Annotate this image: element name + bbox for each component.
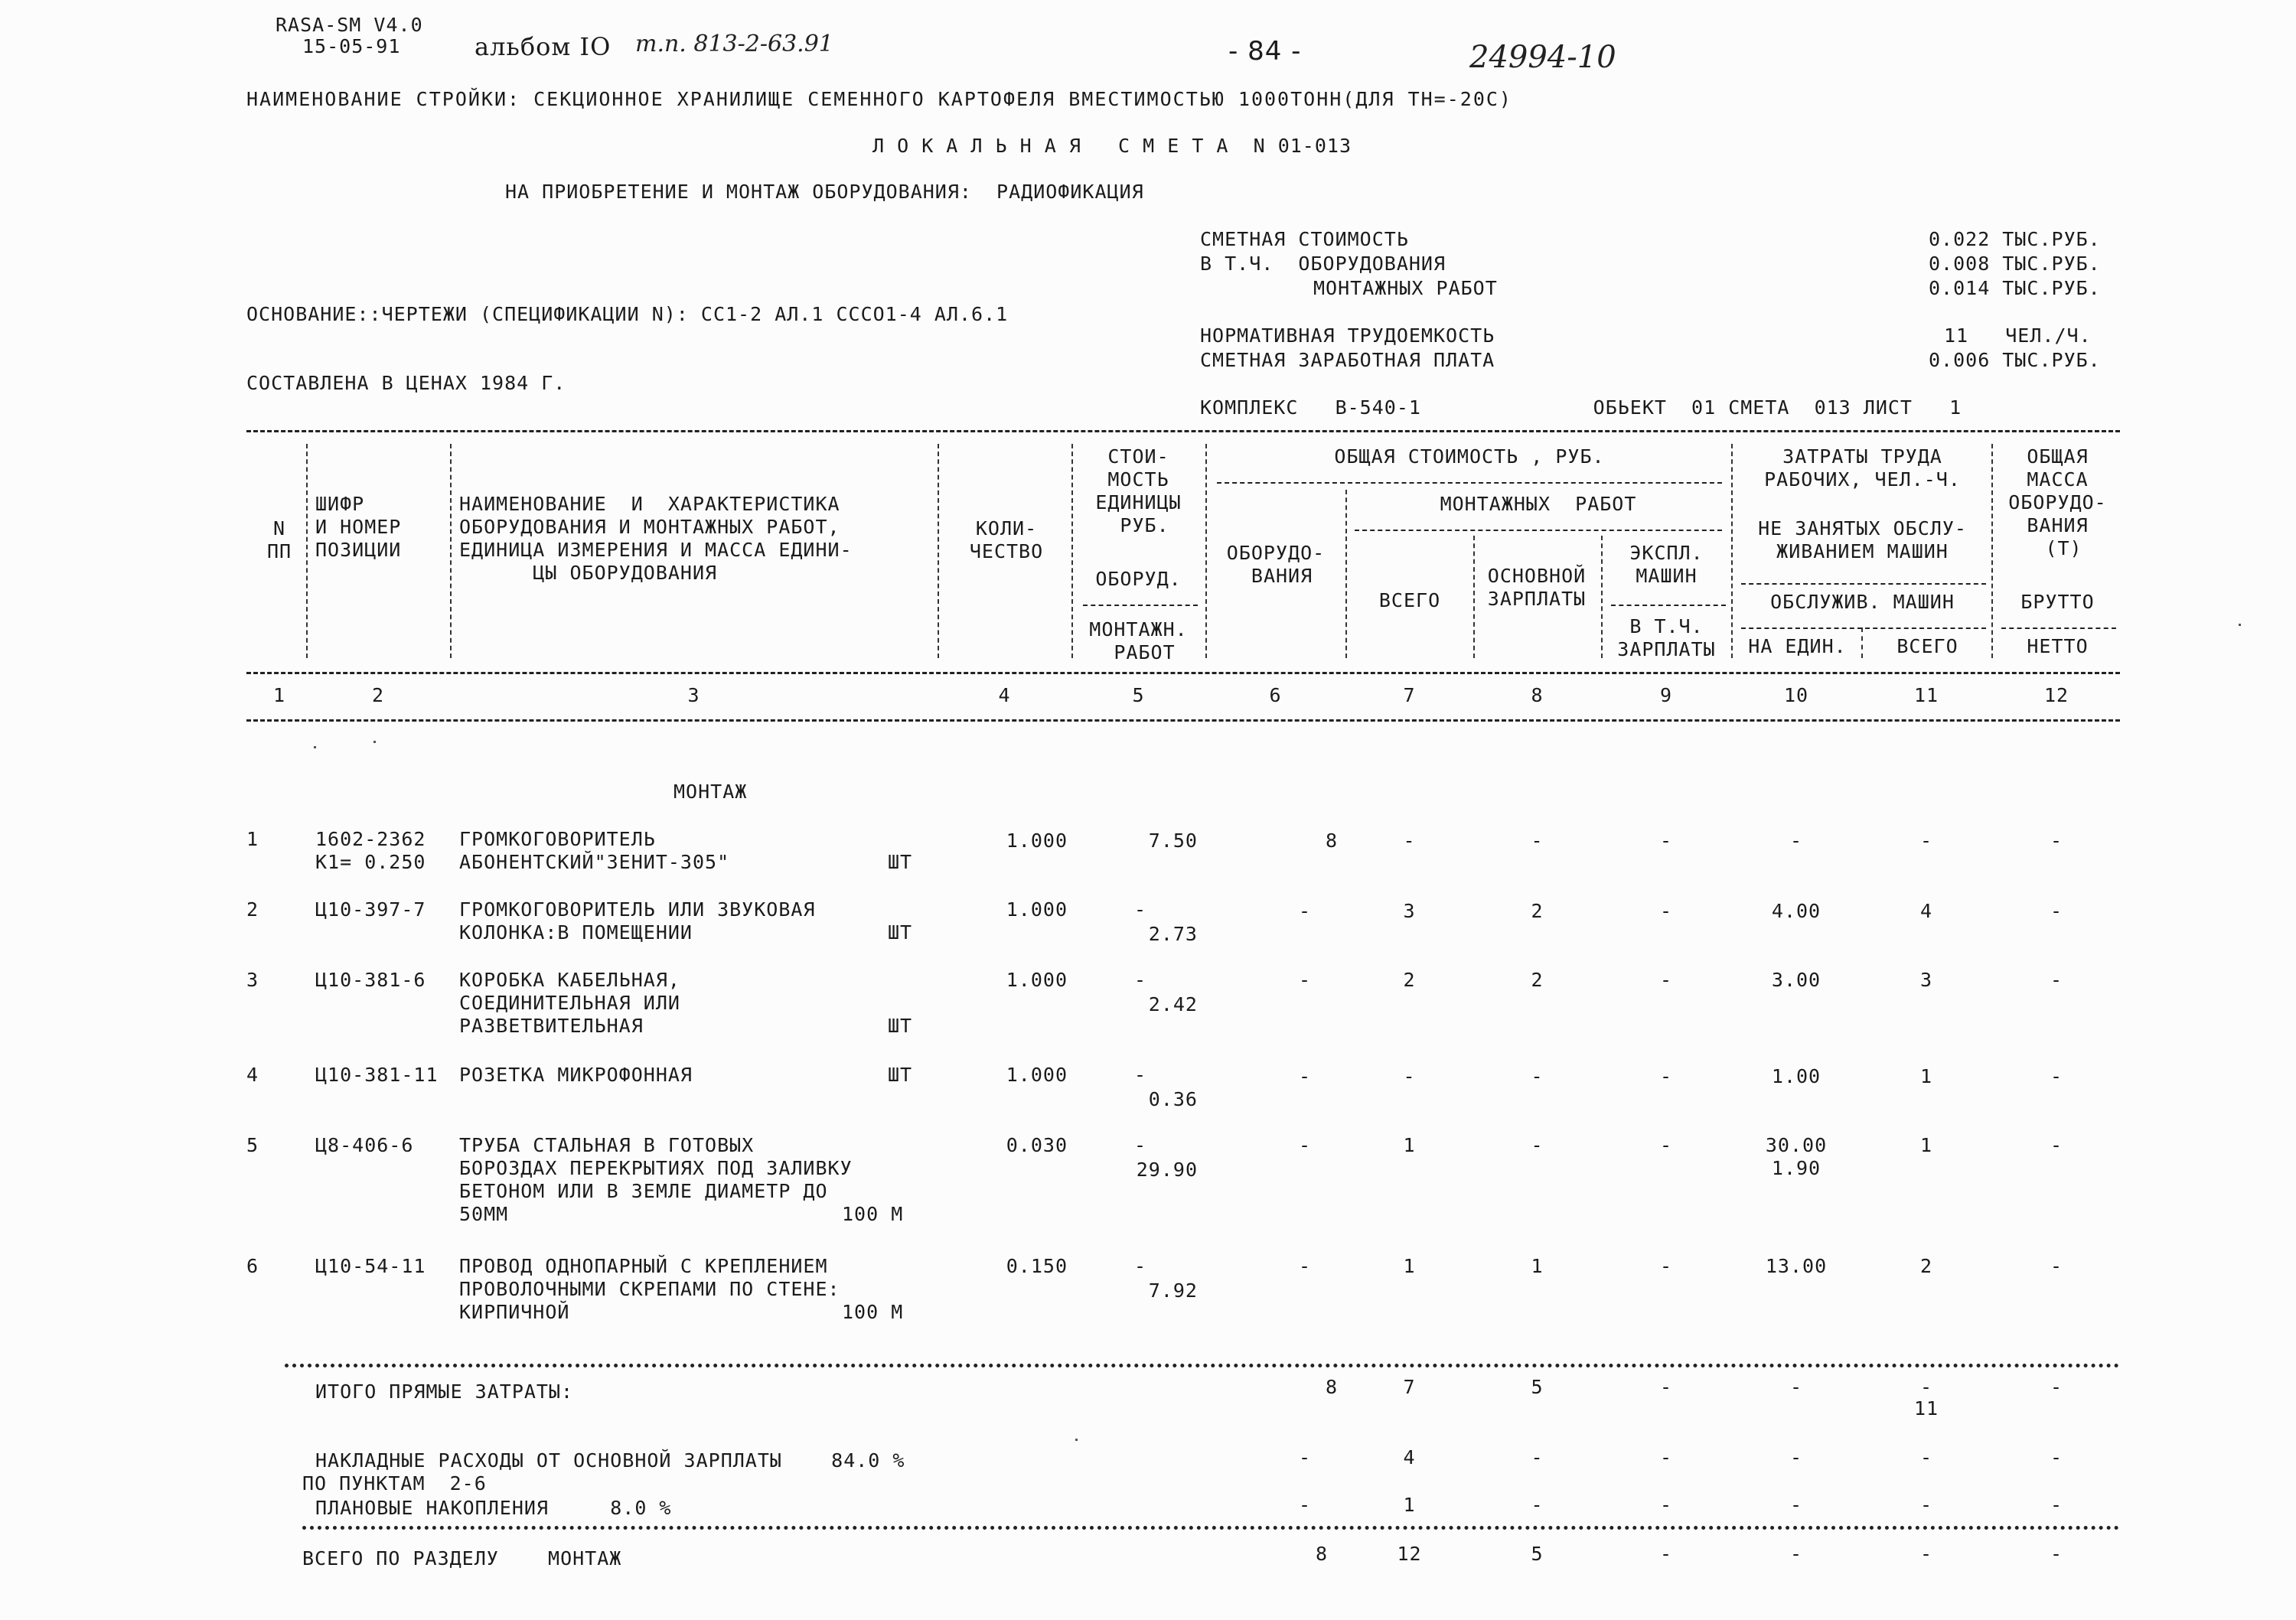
col-number: 3 — [687, 684, 700, 706]
section-per-unit: - — [1789, 1543, 1803, 1565]
overhead-mass: - — [2050, 1446, 2063, 1468]
row-unit: 100 М — [842, 1203, 904, 1225]
estimate-title: Л О К А Л Ь Н А Я С М Е Т А N 01-013 — [872, 135, 1352, 157]
row-mass: - — [2050, 1134, 2063, 1156]
row-machines: - — [1659, 1134, 1673, 1156]
col-header-net: НЕТТО — [2027, 635, 2089, 657]
album-label: альбом IO — [475, 32, 612, 61]
row-unit-mount: 7.92 — [1148, 1279, 1198, 1302]
section-labor-total: - — [1919, 1543, 1933, 1565]
scan-speck — [314, 746, 316, 748]
labor-sub-machines: ОБСЛУЖИВ. МАШИН — [1770, 591, 1955, 613]
col-header-per-unit: НА ЕДИН. — [1748, 635, 1847, 657]
col-sep — [1861, 627, 1863, 658]
plan-labor-total: - — [1919, 1494, 1933, 1516]
col-sep — [1345, 490, 1347, 658]
col-header-machines-wage: В Т.Ч. ЗАРПЛАТЫ — [1617, 615, 1716, 660]
col-header-npp: N ПП — [266, 517, 292, 562]
summary-equip-value: 0.008 ТЫС.РУБ. — [1929, 253, 2101, 275]
direct-mass: - — [2050, 1376, 2063, 1398]
plan-mass: - — [2050, 1494, 2063, 1516]
basis-line: ОСНОВАНИЕ::ЧЕРТЕЖИ (СПЕЦИФИКАЦИИ N): СС1-2 АЛ.1 СССО1-4 АЛ.6.1 — [246, 303, 1009, 325]
col-sep — [1731, 444, 1733, 658]
row-machines: - — [1659, 1065, 1673, 1087]
row-name: КОРОБКА КАБЕЛЬНАЯ, СОЕДИНИТЕЛЬНАЯ ИЛИ РАЗВЕТВИТЕЛЬНАЯ — [459, 969, 680, 1037]
col-header-unit-equip: ОБОРУД. — [1095, 568, 1182, 590]
row-unit-cost: - — [1133, 898, 1147, 921]
row-total: 1 — [1403, 1134, 1416, 1156]
overhead-base-wage: - — [1531, 1446, 1544, 1468]
row-number: 5 — [246, 1134, 259, 1156]
row-qty: 1.000 — [1006, 898, 1068, 921]
col-sep — [1205, 444, 1207, 658]
row-equipment: - — [1298, 969, 1312, 991]
col-number: 2 — [371, 684, 385, 706]
row-labor-total: 1 — [1919, 1134, 1933, 1156]
row-unit-mount: 0.36 — [1148, 1088, 1198, 1110]
row-code: Ц10-381-11 — [315, 1064, 439, 1086]
estimate-purpose: НА ПРИОБРЕТЕНИЕ И МОНТАЖ ОБОРУДОВАНИЯ: РАДИОФИКАЦИЯ — [505, 181, 1144, 203]
direct-base-wage: 5 — [1531, 1376, 1544, 1398]
row-mass: - — [2050, 969, 2063, 991]
plan-total: 1 — [1403, 1494, 1416, 1516]
group-header-mount: МОНТАЖНЫХ РАБОТ — [1440, 493, 1637, 515]
page-number: - 84 - — [1228, 36, 1302, 67]
col-number: 1 — [272, 684, 286, 706]
col-sep — [1601, 536, 1603, 658]
row-number: 6 — [246, 1255, 259, 1277]
row-code: Ц10-381-6 — [315, 969, 426, 991]
row-qty: 1.000 — [1006, 830, 1068, 852]
plan-per-unit: - — [1789, 1494, 1803, 1516]
direct-labor-total: - — [1919, 1376, 1933, 1398]
row-total: - — [1403, 830, 1416, 852]
col-header-name: НАИМЕНОВАНИЕ И ХАРАКТЕРИСТИКА ОБОРУДОВАНИЯ И МОНТАЖНЫХ РАБОТ, ЕДИНИЦА ИЗМЕРЕНИЯ И МАССА ЕДИНИ- ЦЫ ОБОРУДОВАНИЯ — [459, 493, 853, 584]
overhead-machines: - — [1659, 1446, 1673, 1468]
row-unit: ШТ — [888, 921, 913, 944]
col-sep — [306, 444, 308, 658]
summary-labor-label: НОРМАТИВНАЯ ТРУДОЕМКОСТЬ — [1200, 324, 1495, 347]
print-date: 15-05-91 — [302, 35, 401, 57]
col-number: 9 — [1659, 684, 1673, 706]
row-equipment: - — [1298, 1255, 1312, 1277]
header-top-rule — [246, 430, 2120, 432]
row-total: - — [1403, 1065, 1416, 1087]
col-header-equipment: ОБОРУДО- ВАНИЯ — [1226, 542, 1326, 587]
row-code: 1602-2362 — [315, 828, 426, 850]
row-unit: ШТ — [888, 1064, 913, 1086]
row-machines: - — [1659, 1255, 1673, 1277]
row-unit-mount: 29.90 — [1136, 1159, 1198, 1181]
labor-sub-not-machines: НЕ ЗАНЯТЫХ ОБСЛУ- ЖИВАНИЕМ МАШИН — [1758, 517, 1967, 562]
row-unit-cost: - — [1133, 969, 1147, 991]
program-version: RASA-SM V4.0 — [276, 14, 423, 36]
group-header-total: ОБЩАЯ СТОИМОСТЬ , РУБ. — [1334, 445, 1605, 468]
row-base-wage: 2 — [1531, 900, 1544, 922]
summary-wage-value: 0.006 ТЫС.РУБ. — [1929, 349, 2101, 371]
header-mid-rule — [246, 672, 2120, 674]
row-per-unit: 13.00 — [1765, 1255, 1828, 1277]
row-qty: 1.000 — [1006, 1064, 1068, 1086]
row-base-wage: - — [1531, 1065, 1544, 1087]
row-unit-cost: - — [1133, 1134, 1147, 1156]
row-per-unit: - — [1789, 830, 1803, 852]
col-number: 4 — [998, 684, 1011, 706]
summary-cost-label: СМЕТНАЯ СТОИМОСТЬ — [1200, 228, 1409, 250]
header-inner-rule — [2001, 627, 2116, 629]
col-number: 10 — [1783, 684, 1809, 706]
summary-labor-value: 11 ЧЕЛ./Ч. — [1944, 324, 2092, 347]
row-labor-total: 3 — [1919, 969, 1933, 991]
col-header-code: ШИФР И НОМЕР ПОЗИЦИИ — [315, 493, 402, 561]
col-header-unit-mount: МОНТАЖН. РАБОТ — [1089, 618, 1188, 663]
col-number: 5 — [1132, 684, 1145, 706]
row-per-unit: 3.00 — [1771, 969, 1821, 991]
row-coefficient: К1= 0.250 — [315, 851, 426, 873]
row-labor-total: - — [1919, 830, 1933, 852]
col-header-gross: БРУТТО — [2020, 591, 2095, 613]
direct-equipment: 8 — [1325, 1376, 1338, 1398]
summary-mount-label: МОНТАЖНЫХ РАБОТ — [1313, 277, 1498, 299]
summary-equip-label: В Т.Ч. ОБОРУДОВАНИЯ — [1200, 253, 1446, 275]
section-total-label: ВСЕГО ПО РАЗДЕЛУ МОНТАЖ — [302, 1547, 622, 1569]
row-total: 2 — [1403, 969, 1416, 991]
row-unit: ШТ — [888, 851, 913, 873]
col-number: 12 — [2043, 684, 2069, 706]
overhead-total: 4 — [1403, 1446, 1416, 1468]
row-labor-total: 1 — [1919, 1065, 1933, 1087]
plan-machines: - — [1659, 1494, 1673, 1516]
col-sep — [1991, 444, 1993, 658]
row-base-wage: - — [1531, 830, 1544, 852]
direct-total: 7 — [1403, 1376, 1416, 1398]
row-base-wage: 1 — [1531, 1255, 1544, 1277]
row-number: 2 — [246, 898, 259, 921]
row-code: Ц10-397-7 — [315, 898, 426, 921]
row-number: 3 — [246, 969, 259, 991]
col-number: 11 — [1913, 684, 1939, 706]
row-code: Ц10-54-11 — [315, 1255, 426, 1277]
row-equipment: 8 — [1325, 830, 1338, 852]
row-qty: 0.030 — [1006, 1134, 1068, 1156]
col-header-total: ВСЕГО — [1378, 589, 1441, 611]
row-name: ТРУБА СТАЛЬНАЯ В ГОТОВЫХ БОРОЗДАХ ПЕРЕКРЫТИЯХ ПОД ЗАЛИВКУ БЕТОНОМ ИЛИ В ЗЕМЛЕ ДИАМЕТР ДО 50ММ — [459, 1134, 853, 1225]
row-unit-mount: 2.73 — [1148, 923, 1198, 945]
direct-costs-label: ИТОГО ПРЯМЫЕ ЗАТРАТЫ: — [315, 1380, 574, 1403]
project-code: т.п. 813-2-63.91 — [635, 31, 833, 57]
row-mass: - — [2050, 1255, 2063, 1277]
row-name: ГРОМКОГОВОРИТЕЛЬ ИЛИ ЗВУКОВАЯ КОЛОНКА:В ПОМЕЩЕНИИ — [459, 898, 816, 944]
row-mass: - — [2050, 1065, 2063, 1087]
row-mass: - — [2050, 830, 2063, 852]
row-labor-total: 2 — [1919, 1255, 1933, 1277]
direct-machines: - — [1659, 1376, 1673, 1398]
plan-equipment: - — [1298, 1494, 1312, 1516]
group-header-labor: ЗАТРАТЫ ТРУДА РАБОЧИХ, ЧЕЛ.-Ч. — [1764, 445, 1961, 491]
header-inner-rule — [1355, 530, 1722, 531]
summary-wage-label: СМЕТНАЯ ЗАРАБОТНАЯ ПЛАТА — [1200, 349, 1495, 371]
row-per-unit: 1.00 — [1771, 1065, 1821, 1087]
document-number: 24994-10 — [1469, 40, 1616, 75]
header-inner-rule — [1741, 627, 1986, 629]
scan-speck — [373, 741, 376, 743]
row-unit-cost: - — [1133, 1064, 1147, 1086]
section-mass: - — [2050, 1543, 2063, 1565]
col-number: 6 — [1269, 684, 1282, 706]
overhead-equipment: - — [1298, 1446, 1312, 1468]
col-header-mass: ОБЩАЯ МАССА ОБОРУДО- ВАНИЯ (Т) — [2008, 445, 2107, 559]
direct-labor-total-value: 11 — [1913, 1397, 1939, 1420]
row-base-wage: 2 — [1531, 969, 1544, 991]
header-inner-rule — [1741, 583, 1986, 585]
header-inner-rule — [1611, 605, 1726, 606]
col-sep — [938, 444, 939, 658]
section-total: 12 — [1397, 1543, 1422, 1565]
row-unit-cost: 7.50 — [1148, 830, 1198, 852]
header-inner-rule — [1083, 605, 1198, 606]
col-number: 8 — [1531, 684, 1544, 706]
scan-speck — [1075, 1439, 1078, 1441]
plan-base-wage: - — [1531, 1494, 1544, 1516]
col-sep — [1071, 444, 1073, 658]
header-inner-rule — [1217, 482, 1722, 484]
summary-mount-value: 0.014 ТЫС.РУБ. — [1929, 277, 2101, 299]
overhead-labor-total: - — [1919, 1446, 1933, 1468]
construction-title: НАИМЕНОВАНИЕ СТРОЙКИ: СЕКЦИОННОЕ ХРАНИЛИЩЕ СЕМЕННОГО КАРТОФЕЛЯ ВМЕСТИМОСТЬЮ 1000ТОНН(ДЛЯ ТН=-20С) — [246, 88, 1512, 110]
row-qty: 0.150 — [1006, 1255, 1068, 1277]
row-number: 4 — [246, 1064, 259, 1086]
row-number: 1 — [246, 828, 259, 850]
row-qty: 1.000 — [1006, 969, 1068, 991]
plan-label: ПЛАНОВЫЕ НАКОПЛЕНИЯ 8.0 % — [315, 1497, 672, 1519]
col-header-labor-total: ВСЕГО — [1896, 635, 1958, 657]
row-equipment: - — [1298, 1065, 1312, 1087]
overhead-label: НАКЛАДНЫЕ РАСХОДЫ ОТ ОСНОВНОЙ ЗАРПЛАТЫ 84.0 % — [315, 1449, 905, 1472]
section-base-wage: 5 — [1531, 1543, 1544, 1565]
row-equipment: - — [1298, 1134, 1312, 1156]
row-per-unit: 4.00 — [1771, 900, 1821, 922]
section-dotted-rule — [302, 1526, 2120, 1530]
row-mass: - — [2050, 900, 2063, 922]
row-total: 1 — [1403, 1255, 1416, 1277]
section-equipment: 8 — [1315, 1543, 1328, 1565]
col-header-machines: ЭКСПЛ. МАШИН — [1629, 542, 1704, 587]
header-bottom-rule — [246, 719, 2120, 722]
direct-per-unit: - — [1789, 1376, 1803, 1398]
row-unit: 100 М — [842, 1301, 904, 1323]
overhead-per-unit: - — [1789, 1446, 1803, 1468]
row-unit: ШТ — [888, 1015, 913, 1037]
section-machines: - — [1659, 1543, 1673, 1565]
summary-cost-value: 0.022 ТЫС.РУБ. — [1929, 228, 2101, 250]
col-header-qty: КОЛИ- ЧЕСТВО — [969, 517, 1044, 562]
row-equipment: - — [1298, 900, 1312, 922]
col-header-base-wage: ОСНОВНОЙ ЗАРПЛАТЫ — [1487, 565, 1587, 610]
row-name: РОЗЕТКА МИКРОФОННАЯ — [459, 1064, 693, 1086]
col-sep — [450, 444, 452, 658]
row-machines: - — [1659, 830, 1673, 852]
complex-line: КОМПЛЕКС В-540-1 ОБЬЕКТ 01 СМЕТА 013 ЛИСТ 1 — [1200, 396, 1962, 419]
row-total: 3 — [1403, 900, 1416, 922]
prices-line: СОСТАВЛЕНА В ЦЕНАХ 1984 Г. — [246, 372, 566, 394]
row-code: Ц8-406-6 — [315, 1134, 414, 1156]
row-name: ГРОМКОГОВОРИТЕЛЬ АБОНЕНТСКИЙ"ЗЕНИТ-305" — [459, 828, 730, 873]
scan-speck — [2239, 624, 2241, 626]
row-name: ПРОВОД ОДНОПАРНЫЙ С КРЕПЛЕНИЕМ ПРОВОЛОЧНЫМИ СКРЕПАМИ ПО СТЕНЕ: КИРПИЧНОЙ — [459, 1255, 840, 1323]
totals-dotted-rule — [285, 1364, 2120, 1367]
row-base-wage: - — [1531, 1134, 1544, 1156]
col-number: 7 — [1403, 684, 1416, 706]
col-header-unit-cost: СТОИ- МОСТЬ ЕДИНИЦЫ РУБ. — [1095, 445, 1182, 536]
row-labor-total: 4 — [1919, 900, 1933, 922]
row-machines: - — [1659, 969, 1673, 991]
row-per-unit: 30.00 1.90 — [1765, 1134, 1828, 1179]
section-title: МОНТАЖ — [673, 781, 748, 803]
row-unit-mount: 2.42 — [1148, 993, 1198, 1015]
row-unit-cost: - — [1133, 1255, 1147, 1277]
overhead-sub-label: ПО ПУНКТАМ 2-6 — [302, 1472, 487, 1495]
col-sep — [1473, 536, 1475, 658]
row-machines: - — [1659, 900, 1673, 922]
